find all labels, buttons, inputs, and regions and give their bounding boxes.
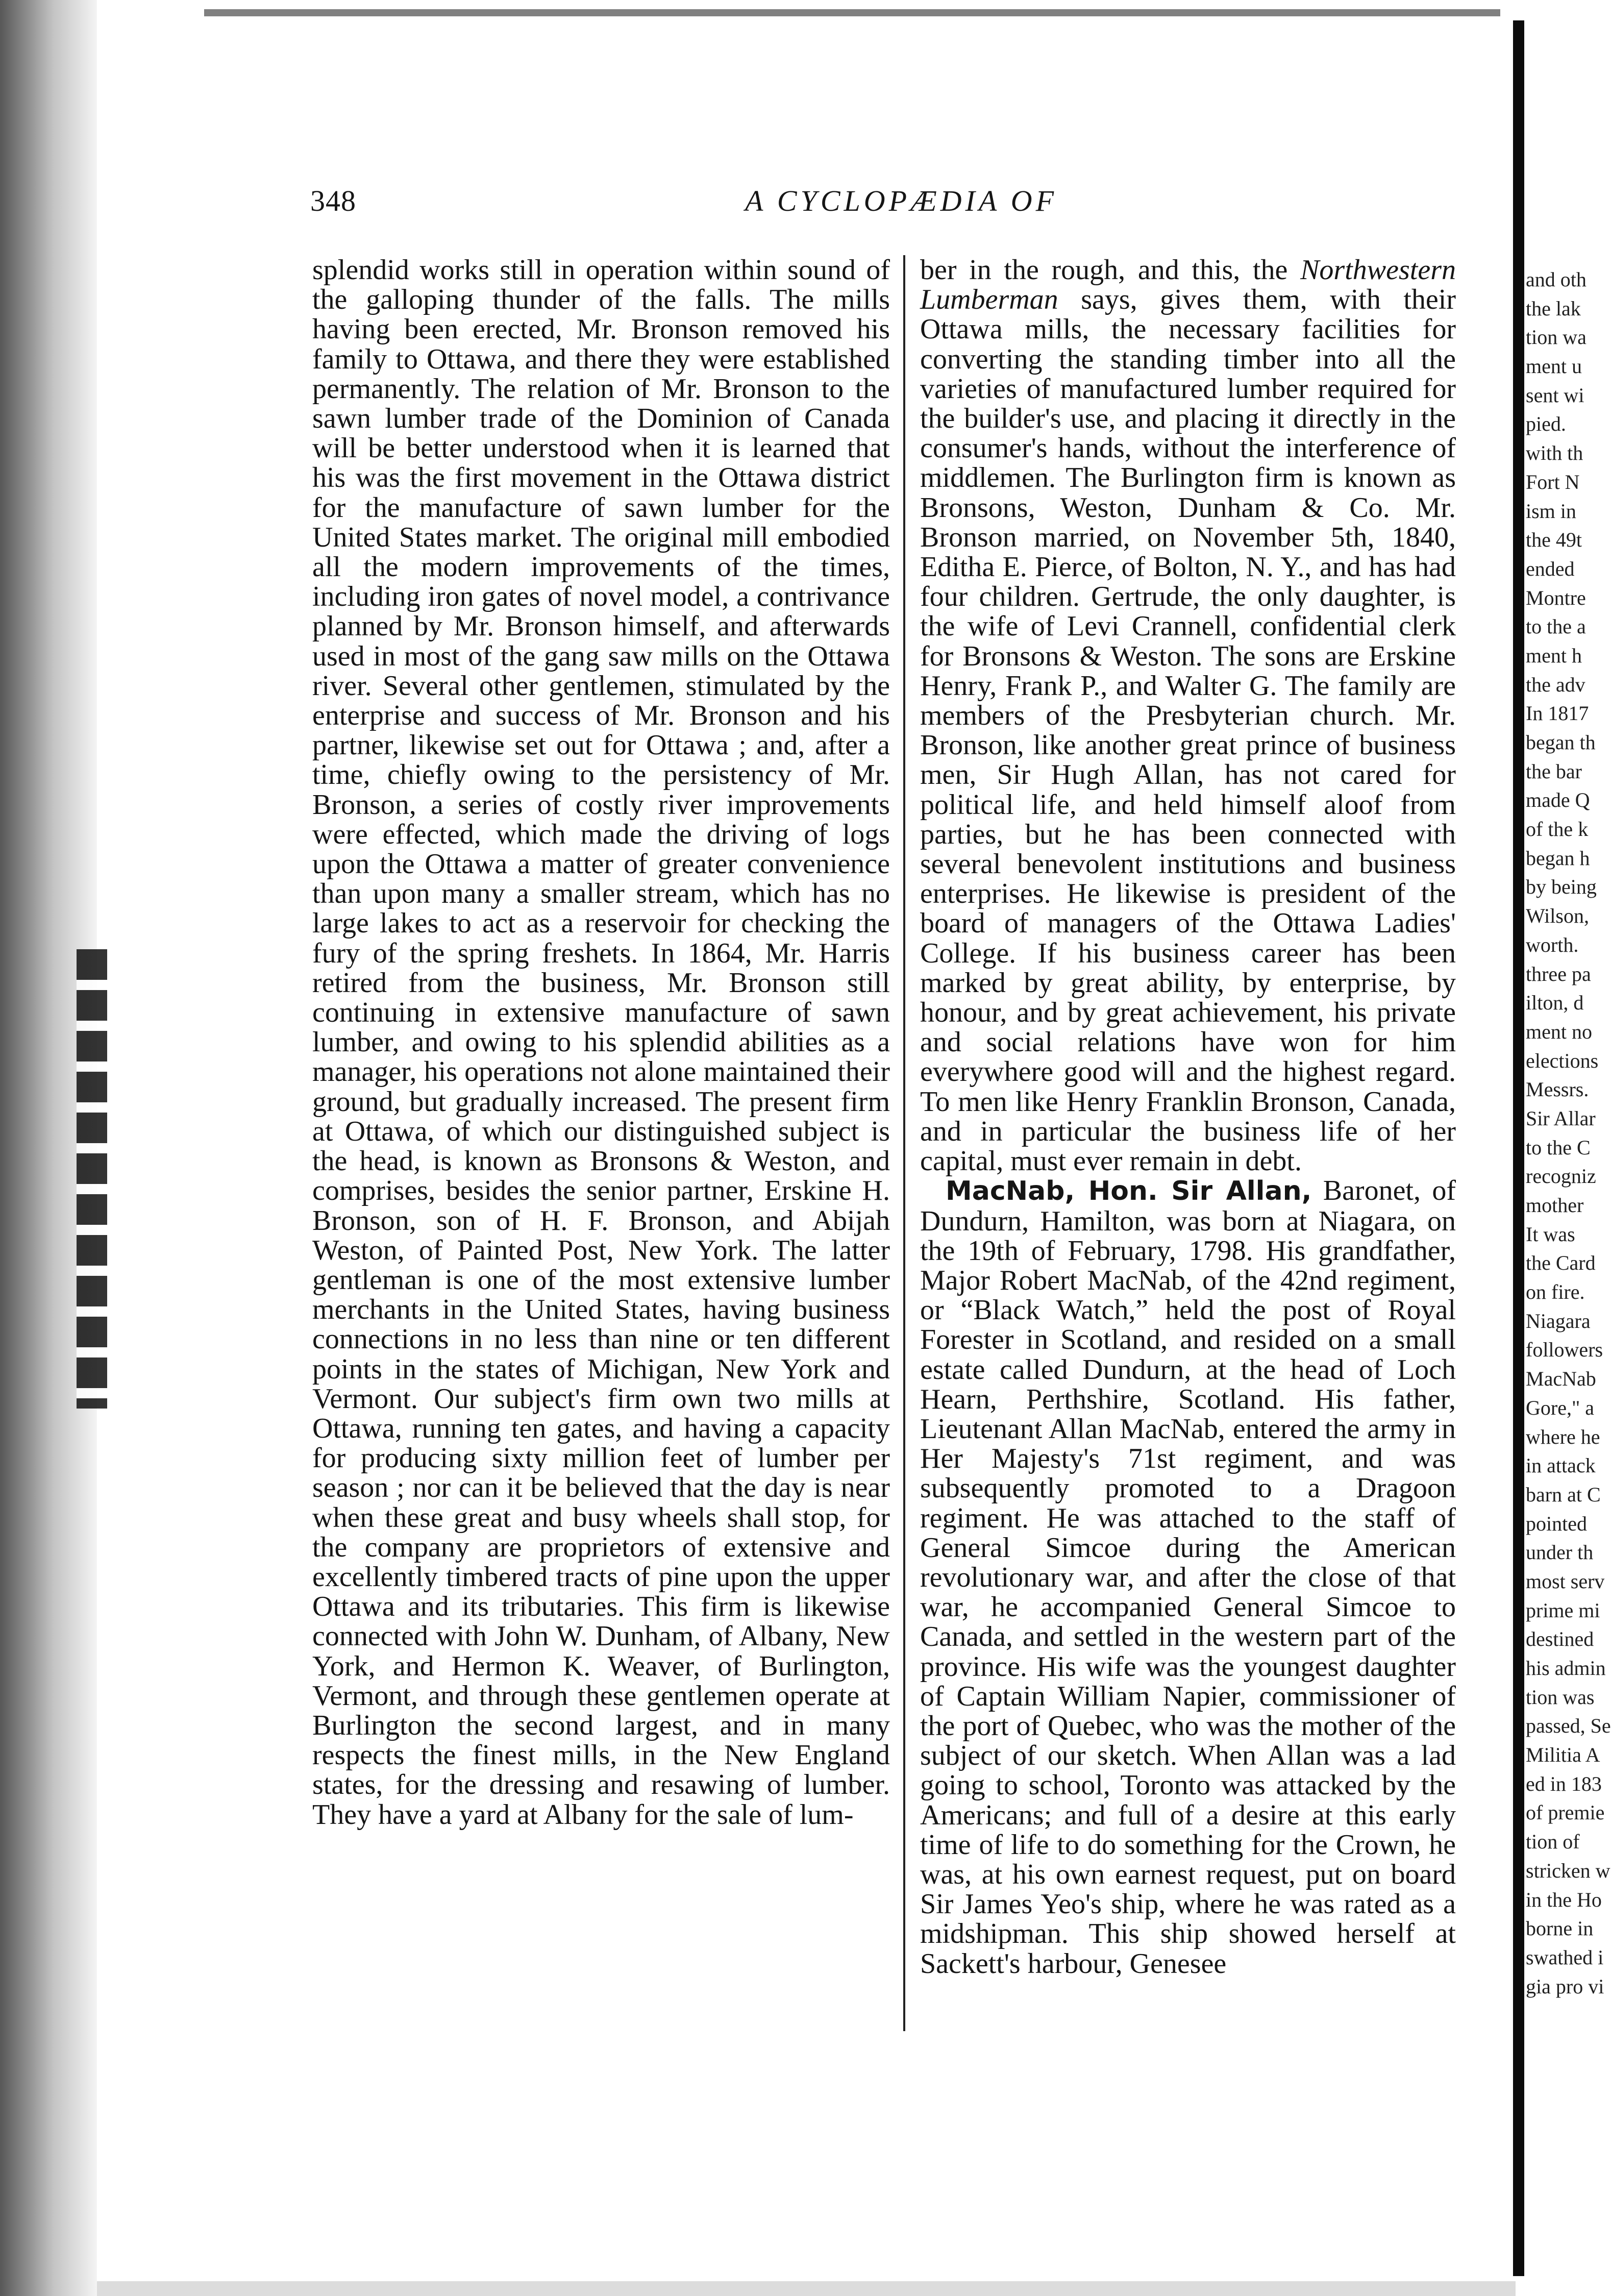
next-page-line: ended <box>1526 557 1575 580</box>
next-page-line: ment h <box>1526 644 1582 667</box>
biography-heading: MacNab, Hon. Sir Allan, <box>946 1176 1312 1207</box>
right-column-paragraph-2 <box>920 1176 1456 1978</box>
next-page-line: pied. <box>1526 412 1566 436</box>
next-page-line: three pa <box>1526 962 1591 985</box>
next-page-line: in the Ho <box>1526 1888 1602 1911</box>
next-page-line: of the k <box>1526 818 1589 841</box>
paragraph-2-text: Baronet, of Dundurn, Hamilton, was born at Niagara, on the 19th of February, 1798. His grandfather, Major Robert MacNab, of the 42nd regiment, or “Black Watch,” held the post of Royal Forester in Scotland, and resided on a small estate called Dundurn, at the head of Loch Hearn, Perthshire, Scotland. His father, Lieutenant Allan MacNab, entered the army in Her Majesty's 71st regiment, and was subsequently promoted to a Dragoon regiment. He was attached to the staff of General Simcoe during the American revolutionary war, and after the close of that war, he accompanied General Simcoe to Canada, and settled in the western part of the province. His wife was the youngest daughter of Captain William Napier, commissioner of the port of Quebec, who was the mother of the subject of our sketch. When Allan was a lad going to school, Toronto was attacked by the Americans; and full of a desire at this early time of life to do something for the Crown, he was, at his own earnest request, put on board Sir James Yeo's ship, where he was rated as a midshipman. This ship showed herself at Sackett's harbour, Genesee <box>920 1175 1456 1980</box>
next-page-line: barn at C <box>1526 1483 1601 1506</box>
next-page-line: with th <box>1526 441 1583 465</box>
next-page-line: worth. <box>1526 933 1579 956</box>
next-page-line: Fort N <box>1526 470 1580 493</box>
next-page-line: mother <box>1526 1194 1584 1217</box>
next-page-line: Sir Allar <box>1526 1106 1596 1130</box>
page-number: 348 <box>310 184 356 217</box>
next-page-line: ilton, d <box>1526 991 1584 1015</box>
right-column <box>920 255 1456 1979</box>
running-head: A CYCLOPÆDIA OF <box>745 184 1058 217</box>
page-gutter <box>1513 20 1524 2276</box>
next-page-line: Militia A <box>1526 1743 1600 1767</box>
next-page-line: the 49t <box>1526 528 1582 552</box>
next-page-line: ment u <box>1526 355 1582 378</box>
next-page-line: under th <box>1526 1541 1594 1564</box>
next-page-line: followers <box>1526 1338 1603 1362</box>
next-page-line: elections <box>1526 1049 1599 1072</box>
paragraph-1-text-b: says, gives them, with their Ottawa mills, the necessary facilities for converting the standing timber into all the varieties of manufactured lumber required for the builder's use, and placing it directly in the consumer's hands, without the interference of middlemen. The Burlington firm is known as Bronsons, Weston, Dunham & Co. Mr. Bronson married, on November 5th, 1840, Editha E. Pierce, of Bolton, N. Y., and has had four children. Gertrude, the only daughter, is the wife of Levi Crannell, confidential clerk for Bronsons & Weston. The sons are Erskine Henry, Frank P., and Walter G. The family are members of the Presbyterian church. Mr. Bronson, like another great prince of business men, Sir Hugh Allan, has not cared for political life, and held himself aloof from parties, but he has been connected with several benevolent institutions and business enterprises. He likewise is president of the board of managers of the Ottawa Ladies' College. If his business career has been marked by great ability, by enterprise, by honour, and by great achievement, his private and social relations have won for him everywhere good will and the highest regard. To men like Henry Franklin Bronson, Canada, and in particular the business life of her capital, must ever remain in debt. <box>920 284 1456 1177</box>
column-divider <box>903 255 905 2031</box>
next-page-line: sent wi <box>1526 383 1584 407</box>
next-page-line: prime mi <box>1526 1598 1600 1622</box>
next-page-line: It was <box>1526 1222 1575 1246</box>
next-page-line: recogniz <box>1526 1165 1596 1188</box>
next-page-line: tion of <box>1526 1830 1580 1854</box>
next-page-line: tion was <box>1526 1685 1595 1709</box>
next-page-line: passed, Se <box>1526 1714 1611 1738</box>
margin-stamp <box>77 949 107 1409</box>
next-page-line: stricken w <box>1526 1859 1610 1882</box>
bottom-shadow <box>97 2281 1516 2296</box>
right-column-paragraph-1 <box>920 255 1456 1176</box>
next-page-line: Gore," a <box>1526 1396 1595 1419</box>
next-page-line: the Card <box>1526 1251 1596 1275</box>
left-column-text: splendid works still in operation within sound of the galloping thunder of the falls. The mills having been erected, Mr. Bronson removed his family to Ottawa, and there they were established permanently. The relation of Mr. Bronson to the sawn lumber trade of the Dominion of Canada will be better understood when it is learned that his was the first movement in the Ottawa district for the manufacture of sawn lumber for the United States market. The original mill embodied all the modern improvements of the times, including iron gates of novel model, a contrivance planned by Mr. Bronson himself, and afterwards used in most of the gang saw mills on the Ottawa river. Several other gentlemen, stimulated by the enterprise and success of Mr. Bronson and his partner, likewise set out for Ottawa ; and, after a time, chiefly owing to the persistency of Mr. Bronson, a series of costly river improvements were effected, which made the driving of logs upon the Ottawa a matter of greater convenience than upon many a smaller stream, which has no large lakes to act as a reservoir for checking the fury of the spring freshets. In 1864, Mr. Harris retired from the business, Mr. Bronson still continuing in extensive manufacture of sawn lumber, and owing to his splendid abilities as a manager, his operations not alone maintained their ground, but gradually increased. The present firm at Ottawa, of which our distinguished subject is the head, is known as Bronsons & Weston, and comprises, besides the senior partner, Erskine H. Bronson, son of H. F. Bronson, and Abijah Weston, of Painted Post, New York. The latter gentleman is one of the most extensive lumber merchants in the United States, having business connections in no less than nine or ten different points in the states of Michigan, New York and Vermont. Our subject's firm own two mills at Ottawa, running ten gates, and having a capacity for producing sixty million feet of lumber per season ; nor can it be believed that the day is near when these great and busy wheels shall stop, for the company are proprietors of extensive and excellently timbered tracts of pine upon the upper Ottawa and its tributaries. This firm is likewise connected with John W. Dunham, of Albany, New York, and Hermon K. Weaver, of Burlington, Vermont, and through these gentlemen operate at Burlington the second largest, and in many respects the finest mills, in the New England states, for the dressing and resawing of lumber. They have a yard at Albany for the sale of lum- <box>312 254 890 1831</box>
paragraph-1-text-a: ber in the rough, and this, the <box>920 254 1301 286</box>
next-page-line: on fire. <box>1526 1280 1585 1304</box>
next-page-line: Niagara <box>1526 1309 1591 1332</box>
next-page-line: destined <box>1526 1627 1594 1651</box>
left-column <box>312 255 890 1830</box>
next-page-line: ed in 183 <box>1526 1772 1602 1795</box>
next-page-line: the adv <box>1526 673 1585 696</box>
next-page-line: the bar <box>1526 759 1582 783</box>
next-page-line: Messrs. <box>1526 1078 1589 1101</box>
next-page-line: Montre <box>1526 586 1586 609</box>
next-page-line: ism in <box>1526 499 1576 523</box>
next-page-line: ment no <box>1526 1020 1592 1043</box>
next-page-line: tion wa <box>1526 326 1587 349</box>
next-page-line: of premie <box>1526 1801 1605 1824</box>
next-page-line: gia pro vi <box>1526 1974 1604 1998</box>
next-page-line: in attack <box>1526 1454 1596 1477</box>
next-page-line: to the C <box>1526 1135 1591 1159</box>
next-page-line: most serv <box>1526 1569 1605 1593</box>
next-page-line: where he <box>1526 1425 1600 1448</box>
next-page-line: and oth <box>1526 268 1587 291</box>
next-page-line: began h <box>1526 846 1590 870</box>
next-page-line: borne in <box>1526 1917 1594 1940</box>
next-page-line: his admin <box>1526 1657 1606 1680</box>
top-rule <box>204 9 1500 16</box>
publication-title: Northwestern Lumberman <box>920 254 1456 316</box>
next-page-line: to the a <box>1526 615 1586 638</box>
next-page-line: began th <box>1526 731 1596 754</box>
next-page-line: pointed <box>1526 1512 1587 1535</box>
next-page-line: by being <box>1526 875 1597 899</box>
next-page-line: MacNab <box>1526 1367 1596 1391</box>
next-page-fragment <box>1526 265 1611 2001</box>
next-page-line: In 1817 <box>1526 702 1589 725</box>
next-page-line: made Q <box>1526 788 1590 812</box>
next-page-line: the lak <box>1526 297 1581 320</box>
next-page-line: Wilson, <box>1526 904 1589 928</box>
next-page-line: swathed i <box>1526 1945 1604 1969</box>
